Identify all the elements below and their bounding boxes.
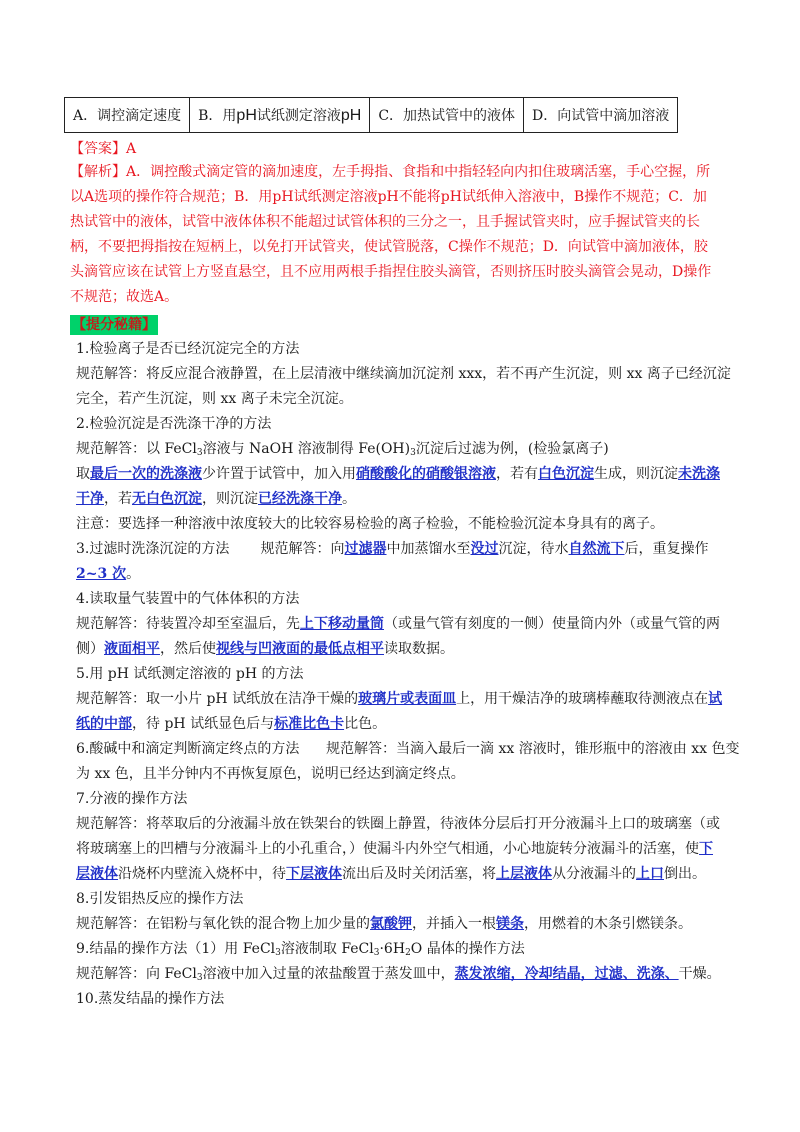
subscript: 3: [196, 973, 203, 983]
text: 溶液与 NaOH 溶液制得 Fe(OH): [202, 441, 411, 457]
analysis-text: A．调控酸式滴定管的滴加速度，左手拇指、食指和中指轻轻向内扣住玻璃活塞，手心空握，所: [126, 164, 711, 180]
text: ，用燃着的木条引燃镁条。: [524, 916, 692, 932]
paragraph-line: 规范解答：将反应混合液静置，在上层清液中继续滴加沉淀剂 xxx，若不再产生沉淀，则 xx 离子已经沉淀: [76, 366, 731, 382]
option-b-ph: pH: [236, 107, 257, 124]
paragraph-line: [76, 687, 728, 712]
key-term: 自然流下: [568, 541, 625, 557]
text: 规范解答：在铝粉与氧化铁的混合物上加少量的: [76, 916, 370, 932]
option-d-text: D．向试管中滴加溶液: [532, 108, 670, 124]
key-term: 标准比色卡: [274, 716, 345, 732]
section-title: [76, 937, 728, 962]
key-term: 没过: [470, 541, 499, 557]
option-c: [370, 98, 524, 133]
analysis-tag: 【解析】: [70, 164, 126, 180]
text: 沉淀后过滤为例，(检验氯离子): [415, 441, 609, 457]
text: ，然后使: [160, 641, 216, 657]
text: ，则沉淀: [202, 491, 258, 507]
key-term: 试: [708, 691, 723, 707]
text: 规范解答：向 FeCl: [76, 966, 197, 982]
analysis-line: 不规范；故选A。: [70, 289, 179, 305]
key-term: 层液体: [76, 866, 118, 882]
text: 上，用干燥洁净的玻璃棒蘸取待测液点在: [456, 691, 709, 707]
text: 规范解答：以 FeCl: [76, 441, 197, 457]
key-term: 氯酸钾: [370, 916, 412, 932]
key-term: 下: [699, 841, 713, 857]
text: 规范解答：待装置冷却至室温后，先: [76, 616, 300, 632]
text: 少许置于试管中，加入用: [202, 466, 356, 482]
text: 从分液漏斗的: [552, 866, 636, 882]
option-a-text: A．调控滴定速度: [73, 108, 182, 124]
option-b-text2: 试纸测定溶液: [256, 108, 341, 124]
text: 后，重复操作: [624, 541, 709, 557]
option-b-ph2: pH: [340, 107, 362, 124]
text: 沉淀，待水: [498, 541, 569, 557]
option-b-text: B．用: [198, 108, 237, 124]
text: ，并插入一根: [412, 916, 496, 932]
text: 侧）: [76, 641, 104, 657]
paragraph-line: [76, 437, 728, 462]
option-b: [190, 98, 370, 133]
text: 溶液制取 FeCl: [280, 941, 374, 957]
text: 中加蒸馏水至: [386, 541, 471, 557]
key-term: 未洗涤: [678, 466, 720, 482]
option-c-text: C．加热试管中的液体: [378, 108, 516, 124]
content: [70, 138, 740, 1012]
section-title: 5.用 pH 试纸测定溶液的 pH 的方法: [76, 666, 304, 682]
key-term: 无白色沉淀: [132, 491, 202, 507]
key-term: 干净: [76, 491, 104, 507]
section-title: 4.读取量气装置中的气体体积的方法: [76, 591, 300, 607]
paragraph-line: 规范解答：将萃取后的分液漏斗放在铁架台的铁圈上静置，待液体分层后打开分液漏斗上口的玻璃塞（或: [76, 816, 720, 832]
text: 将玻璃塞上的凹槽与分液漏斗上的小孔重合，）使漏斗内外空气相通，小心地旋转分液漏斗的活塞，使: [76, 841, 699, 857]
paragraph-line: [76, 837, 728, 862]
key-term: 上下移动量筒: [300, 616, 384, 632]
text: ，若: [104, 491, 132, 507]
key-term: 玻璃片或表面皿: [358, 691, 457, 707]
text: 3.过滤时洗涤沉淀的方法 规范解答：向: [76, 541, 345, 557]
text: ，若有: [496, 466, 538, 482]
answer: 【答案】A: [70, 141, 137, 157]
subscript: 2: [405, 948, 411, 958]
text: 。: [126, 566, 141, 582]
text: 沿烧杯内壁流入烧杯中，待: [118, 866, 286, 882]
key-term: 上层液体: [496, 866, 552, 882]
paragraph-line: 为 xx 色，且半分钟内不再恢复原色，说明已经达到滴定终点。: [76, 766, 465, 782]
text: ·6H: [379, 941, 406, 957]
text: （或量气管有刻度的一侧）使量筒内外（或量气管的两: [384, 616, 720, 632]
key-term: 已经洗涤干净: [258, 491, 342, 507]
key-term: 视线与凹液面的最低点相平: [216, 641, 384, 657]
paragraph-line: [76, 962, 728, 987]
key-term: 过滤器: [344, 541, 387, 557]
paragraph-line: [76, 537, 728, 562]
text: 生成，则沉淀: [594, 466, 678, 482]
paragraph-line: [76, 612, 728, 637]
subscript: 3: [410, 448, 416, 458]
text: 比色。: [344, 716, 387, 732]
key-term: 液面相平: [104, 641, 160, 657]
key-term: 2~3 次: [76, 566, 127, 582]
analysis-line: [70, 160, 728, 185]
paragraph-line: [76, 462, 728, 487]
text: 倒出。: [664, 866, 706, 882]
key-term: 白色沉淀: [538, 466, 594, 482]
tips-title: 【提分秘籍】: [72, 317, 156, 333]
section-title: 7.分液的操作方法: [76, 791, 188, 807]
subscript: 3: [373, 948, 380, 958]
key-term: 镁条: [496, 916, 524, 932]
text: 读取数据。: [384, 641, 454, 657]
section-title: 2.检验沉淀是否洗涤干净的方法: [76, 416, 272, 432]
note-line: 注意：要选择一种溶液中浓度较大的比较容易检验的离子检验，不能检验沉淀本身具有的离子。: [76, 516, 664, 532]
text: 溶液中加入过量的浓盐酸置于蒸发皿中，: [202, 966, 455, 982]
analysis-line: 柄，不要把拇指按在短柄上，以免打开试管夹，使试管脱落，C操作不规范；D．向试管中滴加液体，胶: [70, 239, 708, 255]
analysis-line: 头滴管应该在试管上方竖直悬空，且不应用两根手指捏住胶头滴管，否则挤压时胶头滴管会晃动，D操作: [70, 264, 712, 280]
section-title: 8.引发铝热反应的操作方法: [76, 891, 244, 907]
key-term: 硝酸酸化的硝酸银溶液: [356, 466, 496, 482]
paragraph-line: [76, 912, 728, 937]
section-title: 1.检验离子是否已经沉淀完全的方法: [76, 341, 300, 357]
options-table: [64, 97, 678, 133]
section-title: 10.蒸发结晶的操作方法: [76, 991, 225, 1007]
paragraph-line: [76, 487, 728, 512]
key-term: 蒸发浓缩，冷却结晶，过滤、洗涤、: [454, 966, 679, 982]
key-term: 上口: [636, 866, 664, 882]
text: 。: [342, 491, 356, 507]
tips-heading: [70, 313, 728, 337]
paragraph-line: [76, 712, 728, 737]
subscript: 3: [275, 948, 281, 958]
analysis-line: 热试管中的液体，试管中液体体积不能超过试管体积的三分之一，且手握试管夹时，应手握试管夹的长: [70, 214, 700, 230]
paragraph-line: [76, 562, 728, 587]
key-term: 纸的中部: [76, 716, 132, 732]
text: 取: [76, 466, 90, 482]
subscript: 3: [196, 448, 203, 458]
key-term: 最后一次的洗涤液: [90, 466, 202, 482]
text: 流出后及时关闭活塞，将: [342, 866, 496, 882]
option-d: [524, 98, 678, 133]
option-a: [65, 98, 190, 133]
text: ，待 pH 试纸显色后与: [132, 716, 275, 732]
key-term: 下层液体: [286, 866, 342, 882]
text: 规范解答：取一小片 pH 试纸放在洁净干燥的: [76, 691, 359, 707]
analysis: [70, 160, 728, 310]
paragraph-line: [76, 637, 728, 662]
text: O 晶体的操作方法: [410, 941, 525, 957]
text: 9.结晶的操作方法（1）用 FeCl: [76, 941, 276, 957]
text: 干燥。: [678, 966, 721, 982]
paragraph-line: 6.酸碱中和滴定判断滴定终点的方法 规范解答：当滴入最后一滴 xx 溶液时，锥形瓶中的溶液由 xx 色变: [76, 741, 740, 757]
paragraph-line: [76, 862, 728, 887]
analysis-line: 以A选项的操作符合规范；B．用pH试纸测定溶液pH不能将pH试纸伸入溶液中，B操作不规范；C．加: [70, 189, 707, 205]
paragraph-line: 完全，若产生沉淀，则 xx 离子未完全沉淀。: [76, 391, 353, 407]
